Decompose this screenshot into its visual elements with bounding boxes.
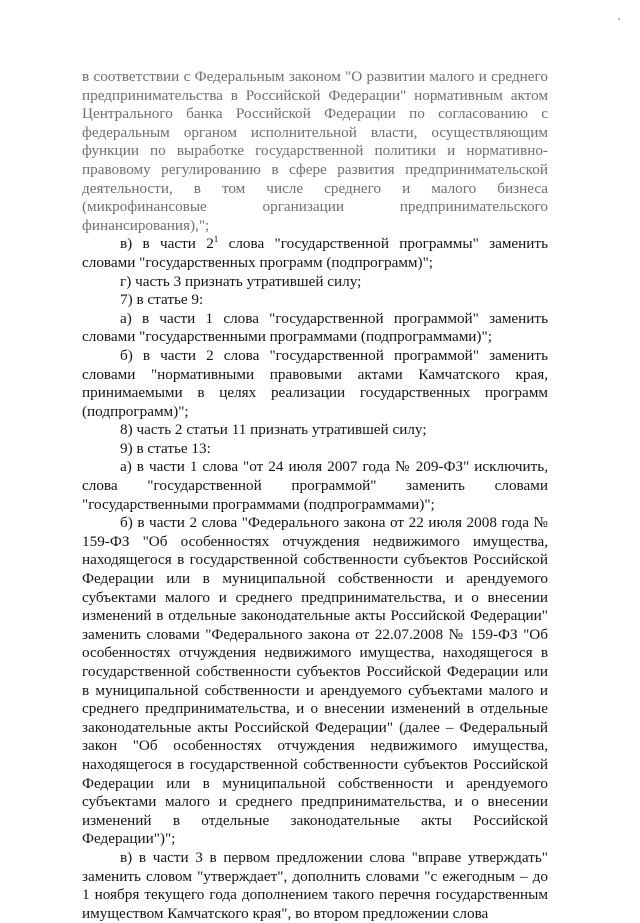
paragraph-item-v-article-13: в) в части 3 в первом предложении слова "вправе утверждать" заменить словом "утверждает", дополнить словами "с ежегодным – до 1 ноября текущего года дополнением такого перечня государственным имуществом Камчатского края", во втором предложении слова (82, 848, 548, 922)
paragraph-item-a-article-9: а) в части 1 слова "государственной программой" заменить словами "государственными программами (подпрограммами)"; (82, 309, 548, 346)
paragraph-item-v-part-2-1 (82, 235, 548, 272)
scan-dot-mark (618, 18, 620, 20)
paragraph-item-8: 8) часть 2 статьи 11 признать утратившей силу; (120, 421, 427, 439)
paragraph-item-g: г) часть 3 признать утратившей силу; (120, 272, 362, 290)
superscript-number: 1 (213, 234, 219, 245)
paragraph-continuation: в соответствии с Федеральным законом "О развитии малого и среднего предпринимательства в Российской Федерации" нормативным актом Центрального банка Российской Федерации по согласованию с федеральным органом исполнительной власти, осуществляющим функции по выработке государственной политики и нормативно-правовому регулированию в сфере развития предпринимательской деятельности, в том числе среднего и малого бизнеса (микрофинансовые организации предпринимательского финансирования),"; (82, 68, 548, 234)
paragraph-item-9: 9) в статье 13: (120, 439, 211, 457)
paragraph-text-after-sup: слова "государственной программы" заменить словами "государственных программ (подпрограмм)"; (82, 235, 548, 271)
paragraph-item-7: 7) в статье 9: (120, 291, 204, 309)
document-body (82, 68, 548, 923)
paragraph-text-before-sup: в) в части 2 (120, 235, 214, 253)
paragraph-item-a-article-13: а) в части 1 слова "от 24 июля 2007 года № 209-ФЗ" исключить, слова "государственной программой" заменить словами "государственными программами (подпрограммами)"; (82, 458, 548, 513)
paragraph-item-b-article-9: б) в части 2 слова "государственной программой" заменить словами "нормативными правовыми актами Камчатского края, принимаемыми в целях реализации государственных программ (подпрограмм)"; (82, 346, 548, 420)
paragraph-item-b-article-13: б) в части 2 слова "Федерального закона от 22 июля 2008 года № 159-ФЗ "Об особенностях отчуждения недвижимого имущества, находящегося в государственной собственности субъектов Российской Федерации или в муниципальной собственности и арендуемого субъектами малого и среднего предпринимательства, и о внесении изменений в отдельные законодательные акты Российской Федерации" заменить словами "Федерального закона от 22.07.2008 № 159-ФЗ "Об особенностях отчуждения недвижимого имущества, находящегося в государственной собственности субъектов Российской Федерации или в муниципальной собственности и арендуемого субъектами малого и среднего предпринимательства, и о внесении изменений в отдельные законодательные акты Российской Федерации" (далее – Федеральный закон "Об особенностях отчуждения недвижимого имущества, находящегося в государственной собственности субъектов Российской Федерации или в муниципальной собственности и арендуемого субъектами малого и среднего предпринимательства, и о внесении изменений в отдельные законодательные акты Российской Федерации")"; (82, 514, 548, 848)
